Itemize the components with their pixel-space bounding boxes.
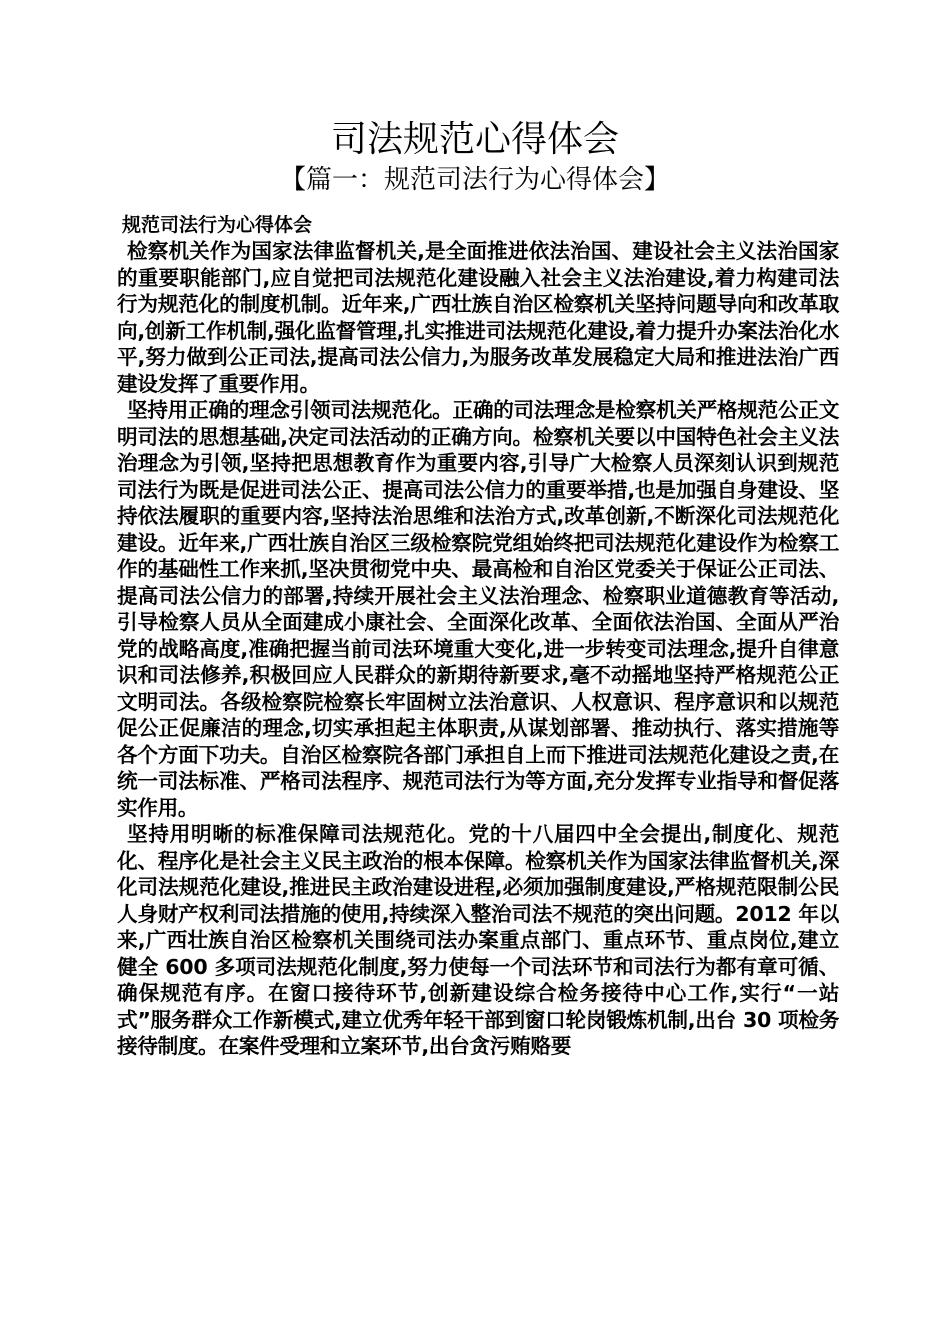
paragraph-3: 坚持用明晰的标准保障司法规范化。党的十八届四中全会提出,制度化、规范化、程序化是社会主义民主政治的根本保障。检察机关作为国家法律监督机关,深化司法规范化建设,推进民主政治建设进程,必须加强制度建设,严格规范限制公民人身财产权利司法措施的使用,持续深入整治司法不规范的突出问题。2012 年以来,广西壮族自治区检察机关围绕司法办案重点部门、重点环节、重点岗位,建立健全 600 多项司法规范化制度,努力使每一个司法环节和司法行为都有章可循、确保规范有序。在窗口接待环节,创新建设综合检务接待中心工作,实行“一站式”服务群众工作新模式,建立优秀年轻干部到窗口轮岗锻炼机制,出台 30 项检务接待制度。在案件受理和立案环节,出台贪污贿赂要 (117, 822, 839, 1058)
section-heading: 规范司法行为心得体会 (122, 214, 313, 236)
document-subtitle: 【篇一：规范司法行为心得体会】 (279, 165, 670, 195)
document-body (117, 212, 839, 1060)
paragraph-1: 检察机关作为国家法律监督机关,是全面推进依法治国、建设社会主义法治国家的重要职能部门,应自觉把司法规范化建设融入社会主义法治建设,着力构建司法行为规范化的制度机制。近年来,广西壮族自治区检察机关坚持问题导向和改革取向,创新工作机制,强化监督管理,扎实推进司法规范化建设,着力提升办案法治化水平,努力做到公正司法,提高司法公信力,为服务改革发展稳定大局和推进法治广西建设发挥了重要作用。 (117, 239, 839, 396)
paragraph-2: 坚持用正确的理念引领司法规范化。正确的司法理念是检察机关严格规范公正文明司法的思想基础,决定司法活动的正确方向。检察机关要以中国特色社会主义法治理念为引领,坚持把思想教育作为重要内容,引导广大检察人员深刻认识到规范司法行为既是促进司法公正、提高司法公信力的重要举措,也是加强自身建设、坚持依法履职的重要内容,坚持法治思维和法治方式,改革创新,不断深化司法规范化建设。近年来,广西壮族自治区三级检察院党组始终把司法规范化建设作为检察工作的基础性工作来抓,坚决贯彻党中央、最高检和自治区党委关于保证公正司法、提高司法公信力的部署,持续开展社会主义法治理念、检察职业道德教育等活动,引导检察人员从全面建成小康社会、全面深化改革、全面依法治国、全面从严治党的战略高度,准确把握当前司法环境重大变化,进一步转变司法理念,提升自律意识和司法修养,积极回应人民群众的新期待新要求,毫不动摇地坚持严格规范公正文明司法。各级检察院检察长牢固树立法治意识、人权意识、程序意识和以规范促公正促廉洁的理念,切实承担起主体职责,从谋划部署、推动执行、落实措施等各个方面下功夫。自治区检察院各部门承担自上而下推进司法规范化建设之责,在统一司法标准、严格司法程序、规范司法行为等方面,充分发挥专业指导和督促落实作用。 (117, 398, 839, 820)
document-title: 司法规范心得体会 (330, 119, 619, 160)
